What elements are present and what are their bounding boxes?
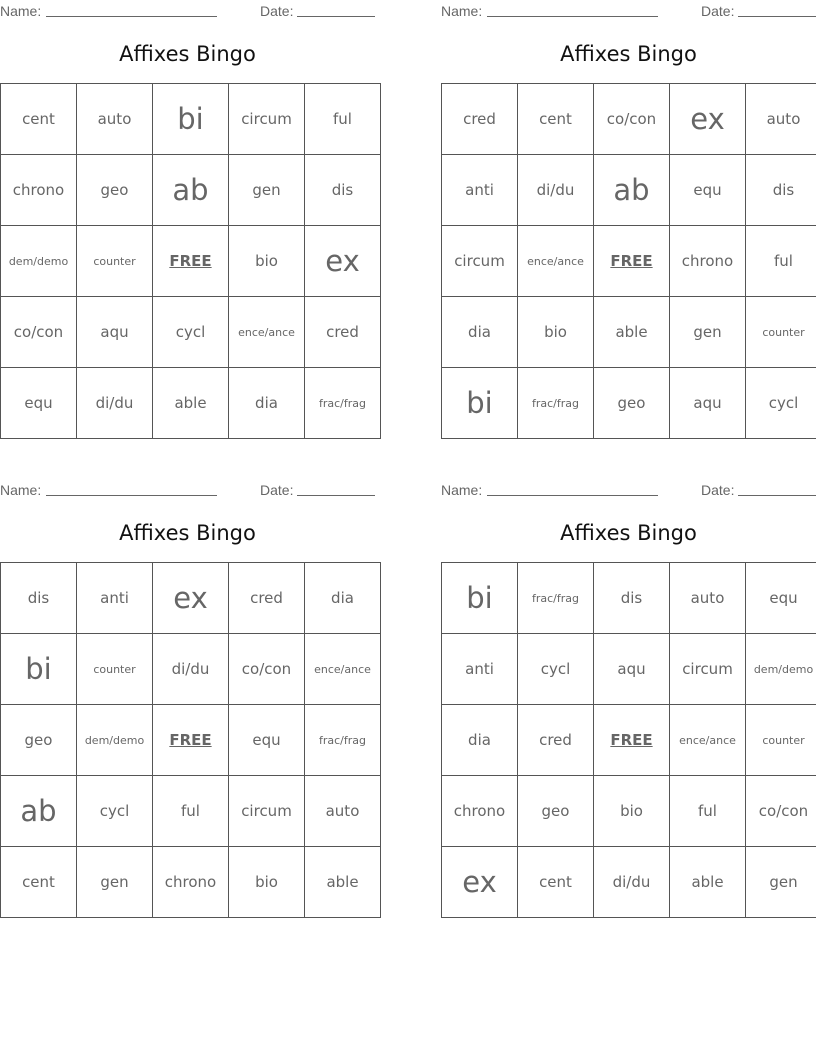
- bingo-cell[interactable]: cred: [229, 563, 305, 634]
- bingo-cell[interactable]: co/con: [229, 634, 305, 705]
- name-field[interactable]: [46, 16, 217, 17]
- bingo-cell[interactable]: di/du: [518, 155, 594, 226]
- bingo-cell[interactable]: aqu: [594, 634, 670, 705]
- bingo-cell[interactable]: geo: [1, 705, 77, 776]
- bingo-cell[interactable]: anti: [442, 155, 518, 226]
- date-field[interactable]: [738, 16, 816, 17]
- bingo-cell[interactable]: gen: [77, 847, 153, 918]
- bingo-cell[interactable]: cycl: [153, 297, 229, 368]
- bingo-cell[interactable]: cent: [1, 84, 77, 155]
- bingo-cell[interactable]: ex: [153, 563, 229, 634]
- grid-row: [442, 368, 816, 439]
- bingo-cell[interactable]: dia: [305, 563, 381, 634]
- grid-row: [442, 155, 816, 226]
- bingo-cell[interactable]: cent: [1, 847, 77, 918]
- date-label: Date:: [701, 482, 735, 498]
- bingo-grid: [0, 83, 381, 439]
- card-header: [0, 0, 375, 22]
- bingo-card: [0, 479, 375, 912]
- bingo-cell[interactable]: counter: [77, 226, 153, 297]
- bingo-cell[interactable]: bio: [229, 226, 305, 297]
- bingo-cell[interactable]: equ: [229, 705, 305, 776]
- bingo-cell[interactable]: ence/ance: [670, 705, 746, 776]
- bingo-cell[interactable]: ab: [153, 155, 229, 226]
- card-title: Affixes Bingo: [119, 42, 256, 66]
- bingo-cell[interactable]: ful: [305, 84, 381, 155]
- bingo-cell[interactable]: ful: [153, 776, 229, 847]
- grid-row: [442, 634, 816, 705]
- free-space[interactable]: FREE: [594, 705, 670, 776]
- bingo-cell[interactable]: bi: [153, 84, 229, 155]
- card-header: [0, 479, 375, 501]
- bingo-cell[interactable]: anti: [442, 634, 518, 705]
- bingo-cell[interactable]: cycl: [518, 634, 594, 705]
- grid-row: [1, 847, 381, 918]
- grid-row: [442, 705, 816, 776]
- bingo-cell[interactable]: ence/ance: [229, 297, 305, 368]
- bingo-cell[interactable]: co/con: [1, 297, 77, 368]
- bingo-cell[interactable]: bio: [229, 847, 305, 918]
- bingo-cell[interactable]: auto: [670, 563, 746, 634]
- bingo-cell[interactable]: dem/demo: [746, 634, 816, 705]
- bingo-cell[interactable]: bio: [518, 297, 594, 368]
- grid-row: [1, 84, 381, 155]
- bingo-cell[interactable]: dia: [229, 368, 305, 439]
- bingo-cell[interactable]: dis: [594, 563, 670, 634]
- bingo-grid: [0, 562, 381, 918]
- bingo-cell[interactable]: ful: [746, 226, 816, 297]
- card-title: Affixes Bingo: [119, 521, 256, 545]
- bingo-cell[interactable]: bi: [1, 634, 77, 705]
- bingo-cell[interactable]: cent: [518, 84, 594, 155]
- bingo-cell[interactable]: cred: [442, 84, 518, 155]
- card-title: Affixes Bingo: [560, 521, 697, 545]
- bingo-cell[interactable]: frac/frag: [518, 563, 594, 634]
- bingo-cell[interactable]: equ: [1, 368, 77, 439]
- bingo-card: [441, 0, 816, 433]
- bingo-grid: [441, 562, 816, 918]
- bingo-cell[interactable]: dia: [442, 705, 518, 776]
- grid-row: [442, 84, 816, 155]
- name-label: Name:: [0, 3, 42, 19]
- bingo-cell[interactable]: frac/frag: [518, 368, 594, 439]
- grid-row: [1, 226, 381, 297]
- bingo-cell[interactable]: auto: [77, 84, 153, 155]
- bingo-cell[interactable]: cent: [518, 847, 594, 918]
- name-field[interactable]: [487, 16, 658, 17]
- bingo-cell[interactable]: di/du: [594, 847, 670, 918]
- free-space[interactable]: FREE: [153, 226, 229, 297]
- bingo-cell[interactable]: gen: [670, 297, 746, 368]
- bingo-cell[interactable]: ence/ance: [305, 634, 381, 705]
- bingo-cell[interactable]: gen: [746, 847, 816, 918]
- bingo-cell[interactable]: chrono: [442, 776, 518, 847]
- bingo-cell[interactable]: ful: [670, 776, 746, 847]
- bingo-cell[interactable]: auto: [305, 776, 381, 847]
- bingo-cell[interactable]: aqu: [670, 368, 746, 439]
- bingo-cell[interactable]: ex: [670, 84, 746, 155]
- bingo-cell[interactable]: dis: [746, 155, 816, 226]
- bingo-cell[interactable]: circum: [670, 634, 746, 705]
- bingo-cell[interactable]: ence/ance: [518, 226, 594, 297]
- bingo-cell[interactable]: dem/demo: [1, 226, 77, 297]
- bingo-cell[interactable]: aqu: [77, 297, 153, 368]
- grid-row: [1, 563, 381, 634]
- grid-row: [1, 776, 381, 847]
- bingo-card: [0, 0, 375, 433]
- grid-row: [442, 563, 816, 634]
- grid-row: [1, 368, 381, 439]
- bingo-cell[interactable]: dis: [1, 563, 77, 634]
- bingo-cell[interactable]: dis: [305, 155, 381, 226]
- date-label: Date:: [260, 3, 294, 19]
- bingo-cell[interactable]: ex: [442, 847, 518, 918]
- bingo-cell[interactable]: bi: [442, 368, 518, 439]
- name-field[interactable]: [46, 495, 217, 496]
- bingo-cell[interactable]: frac/frag: [305, 368, 381, 439]
- bingo-cell[interactable]: chrono: [670, 226, 746, 297]
- bingo-cell[interactable]: bi: [442, 563, 518, 634]
- bingo-cell[interactable]: cred: [305, 297, 381, 368]
- bingo-cell[interactable]: counter: [77, 634, 153, 705]
- bingo-cell[interactable]: geo: [77, 155, 153, 226]
- bingo-cell[interactable]: cred: [518, 705, 594, 776]
- bingo-cell[interactable]: circum: [442, 226, 518, 297]
- bingo-cell[interactable]: frac/frag: [305, 705, 381, 776]
- bingo-cell[interactable]: dia: [442, 297, 518, 368]
- bingo-cell[interactable]: di/du: [77, 368, 153, 439]
- date-field[interactable]: [297, 16, 375, 17]
- bingo-cell[interactable]: bio: [594, 776, 670, 847]
- bingo-cell[interactable]: able: [670, 847, 746, 918]
- bingo-cell[interactable]: chrono: [153, 847, 229, 918]
- date-label: Date:: [701, 3, 735, 19]
- bingo-cell[interactable]: able: [594, 297, 670, 368]
- name-label: Name:: [0, 482, 42, 498]
- bingo-cell[interactable]: ab: [594, 155, 670, 226]
- bingo-cell[interactable]: gen: [229, 155, 305, 226]
- grid-row: [442, 226, 816, 297]
- bingo-cell[interactable]: co/con: [594, 84, 670, 155]
- name-field[interactable]: [487, 495, 658, 496]
- bingo-card: [441, 479, 816, 912]
- bingo-cell[interactable]: ab: [1, 776, 77, 847]
- bingo-cell[interactable]: cycl: [746, 368, 816, 439]
- bingo-cell[interactable]: equ: [670, 155, 746, 226]
- free-space[interactable]: FREE: [594, 226, 670, 297]
- grid-row: [1, 297, 381, 368]
- grid-row: [1, 634, 381, 705]
- card-header: [441, 0, 816, 22]
- name-label: Name:: [441, 3, 483, 19]
- bingo-cell[interactable]: auto: [746, 84, 816, 155]
- bingo-cell[interactable]: circum: [229, 776, 305, 847]
- bingo-cell[interactable]: geo: [594, 368, 670, 439]
- date-label: Date:: [260, 482, 294, 498]
- bingo-cell[interactable]: counter: [746, 297, 816, 368]
- bingo-cell[interactable]: chrono: [1, 155, 77, 226]
- grid-row: [442, 297, 816, 368]
- bingo-cell[interactable]: anti: [77, 563, 153, 634]
- bingo-cell[interactable]: cycl: [77, 776, 153, 847]
- bingo-cell[interactable]: able: [153, 368, 229, 439]
- grid-row: [442, 847, 816, 918]
- card-title: Affixes Bingo: [560, 42, 697, 66]
- bingo-cell[interactable]: co/con: [746, 776, 816, 847]
- bingo-cell[interactable]: dem/demo: [77, 705, 153, 776]
- grid-row: [442, 776, 816, 847]
- bingo-grid: [441, 83, 816, 439]
- card-header: [441, 479, 816, 501]
- bingo-cell[interactable]: counter: [746, 705, 816, 776]
- bingo-cell[interactable]: able: [305, 847, 381, 918]
- bingo-cell[interactable]: ex: [305, 226, 381, 297]
- date-field[interactable]: [297, 495, 375, 496]
- name-label: Name:: [441, 482, 483, 498]
- bingo-cell[interactable]: geo: [518, 776, 594, 847]
- bingo-cell[interactable]: di/du: [153, 634, 229, 705]
- bingo-cell[interactable]: equ: [746, 563, 816, 634]
- grid-row: [1, 705, 381, 776]
- free-space[interactable]: FREE: [153, 705, 229, 776]
- bingo-cell[interactable]: circum: [229, 84, 305, 155]
- grid-row: [1, 155, 381, 226]
- date-field[interactable]: [738, 495, 816, 496]
